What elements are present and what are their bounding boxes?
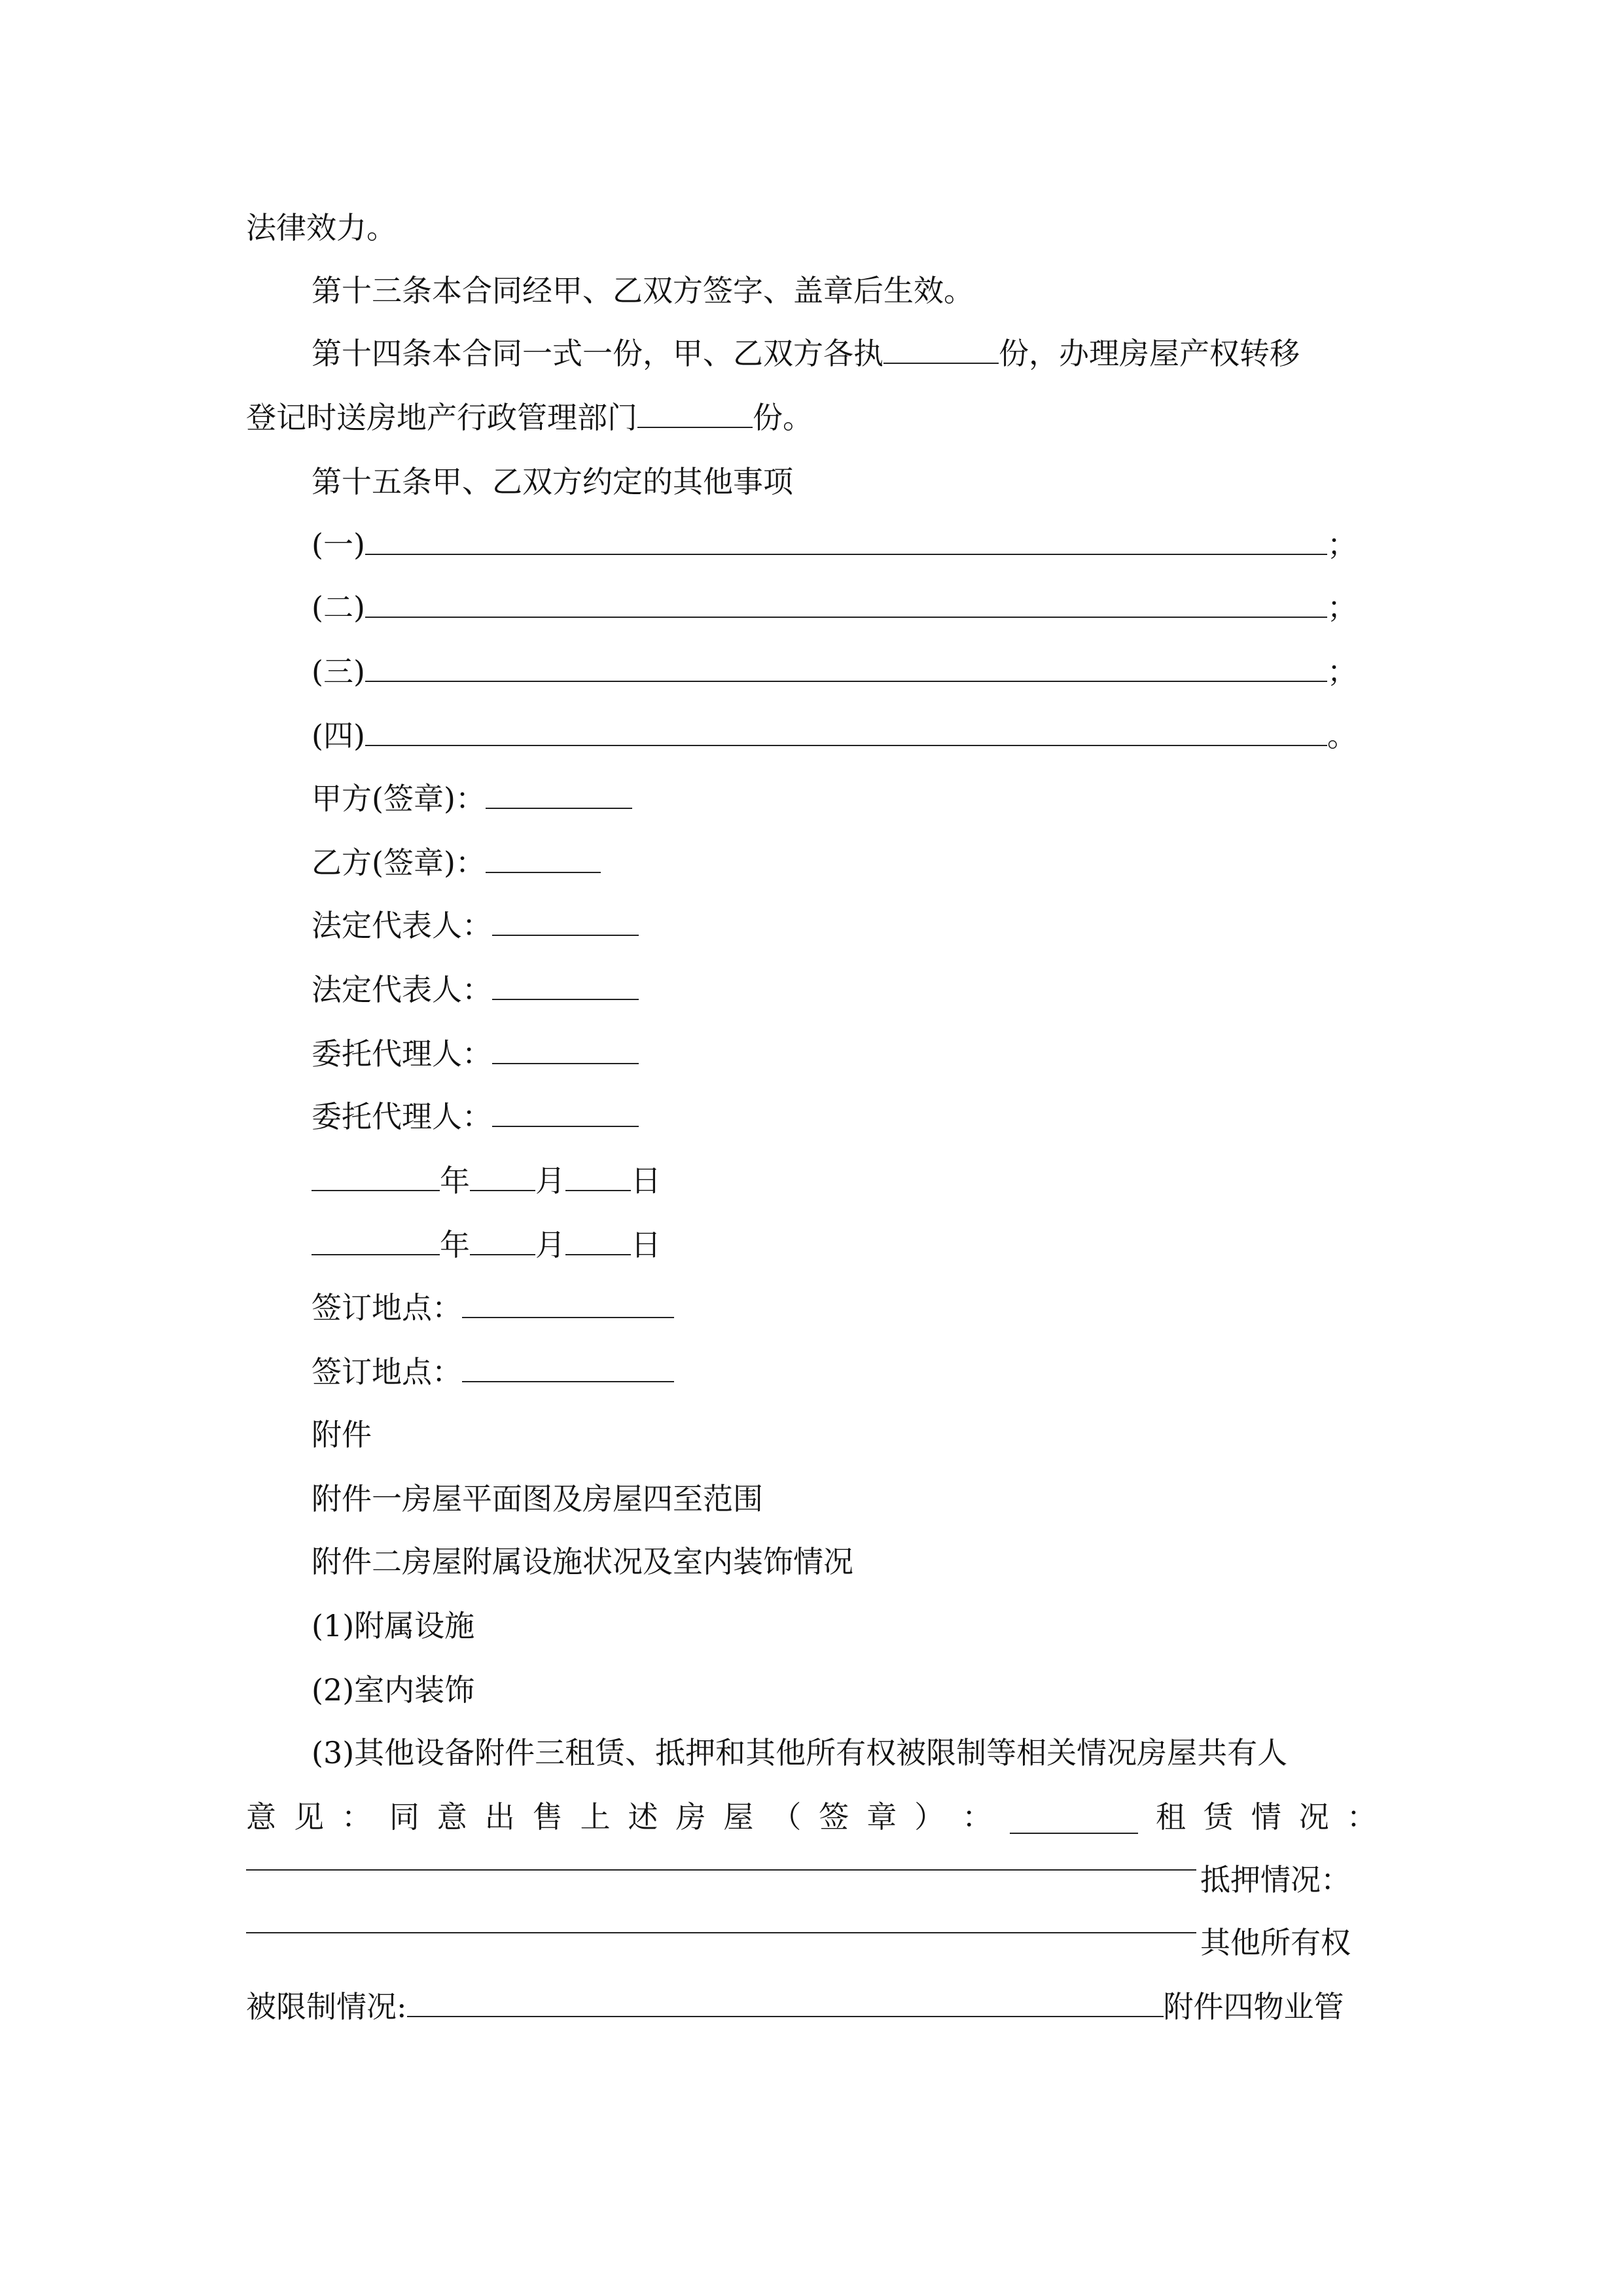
restricted-line [246,1987,1344,2026]
matter-item-3 [312,652,1357,691]
matter-item-4 [312,716,1357,755]
clause-14-line1 [312,334,1300,373]
text-line-legal-effect: 法律效力。 [246,210,397,245]
party-a-field[interactable] [486,779,632,809]
matter-field-1[interactable] [365,525,1327,555]
place-b-field[interactable] [462,1352,674,1382]
opinion-char: 见 [293,1799,324,1835]
matter-label-3: (三) [312,654,365,689]
matter-item-1 [312,525,1357,564]
date-b-day-field[interactable] [565,1225,631,1255]
opinion-char: 售 [532,1799,563,1835]
matter-label-1: (一) [312,527,365,562]
opinion-char: 屋 [723,1799,754,1835]
matter-field-4[interactable] [365,716,1327,746]
restricted-field[interactable] [407,1987,1164,2017]
matter-field-3[interactable] [365,652,1327,682]
agent-a [312,1034,639,1073]
agent-b-field[interactable] [492,1097,639,1127]
restricted-label: 被限制情况: [246,1989,407,2024]
opinion-char: 签 [819,1799,849,1835]
signing-place-a [312,1288,674,1327]
opinion-char: （ [771,1799,802,1835]
agent-b-label: 委托代理人： [312,1099,492,1134]
agent-a-field[interactable] [492,1034,639,1064]
copies-each-field[interactable] [883,334,999,364]
place-b-label: 签订地点： [312,1354,462,1390]
attachment-heading: 附件 [312,1417,372,1452]
day-label: 日 [631,1227,661,1263]
legal-rep-b-label: 法定代表人： [312,972,492,1007]
matter-end-4: 。 [1327,718,1357,753]
opinion-char: 同 [389,1799,419,1835]
attachment-2-sub-2: (2)室内装饰 [312,1672,475,1708]
clause-14-text-d: 份。 [753,400,813,435]
party-b-signature [312,843,601,882]
rental-field[interactable] [246,1869,1196,1871]
legal-rep-b [312,970,639,1009]
matter-label-4: (四) [312,718,365,753]
date-a-month-field[interactable] [470,1161,535,1191]
matter-field-2[interactable] [365,588,1327,618]
party-b-field[interactable] [486,843,601,873]
clause-14-text-b: 份，办理房屋产权转移 [999,336,1300,371]
copies-admin-field[interactable] [637,398,753,428]
clause-15: 第十五条甲、乙双方约定的其他事项 [312,464,793,499]
rent-char: 赁 [1203,1799,1234,1835]
attachment-1: 附件一房屋平面图及房屋四至范围 [312,1481,763,1516]
place-a-label: 签订地点： [312,1290,462,1325]
opinion-char: 出 [484,1799,515,1835]
matter-end-1: ； [1327,527,1357,562]
date-a [312,1161,661,1200]
matter-end-3: ； [1327,654,1357,689]
opinion-char: ： [962,1799,993,1835]
matter-label-2: (二) [312,590,365,625]
date-a-year-field[interactable] [312,1161,440,1191]
co-owner-signature-field[interactable] [1010,1804,1138,1834]
legal-rep-a-field[interactable] [492,906,639,936]
year-label: 年 [440,1163,470,1198]
rent-char: 况 [1298,1799,1329,1835]
opinion-char: 房 [675,1799,706,1835]
attachment-4: 附件四物业管 [1163,1989,1344,2024]
party-b-label: 乙方(签章)： [312,845,486,880]
rent-char: 情 [1251,1799,1281,1835]
clause-14-text-a: 第十四条本合同一式一份，甲、乙双方各执 [312,336,883,371]
matter-item-2 [312,588,1357,627]
year-label: 年 [440,1227,470,1263]
day-label: 日 [631,1163,661,1198]
clause-14-text-c: 登记时送房地产行政管理部门 [246,400,637,435]
rent-char: 租 [1155,1799,1186,1835]
opinion-char: 述 [628,1799,658,1835]
month-label: 月 [535,1163,565,1198]
month-label: 月 [535,1227,565,1263]
matter-end-2: ； [1327,590,1357,625]
attachment-2-sub-3: (3)其他设备附件三租赁、抵押和其他所有权被限制等相关情况房屋共有人 [312,1735,1288,1770]
mortgage-label: 抵押情况： [1200,1862,1351,1897]
legal-rep-b-field[interactable] [492,970,639,1000]
opinion-char: 意 [246,1799,276,1835]
opinion-char: 上 [580,1799,611,1835]
rent-char: ： [1346,1799,1377,1835]
attachment-2-sub-1: (1)附属设施 [312,1608,475,1643]
agent-a-label: 委托代理人： [312,1036,492,1071]
date-b-year-field[interactable] [312,1225,440,1255]
opinion-char: ： [341,1799,372,1835]
attachment-2: 附件二房屋附属设施状况及室内装饰情况 [312,1544,853,1579]
date-b [312,1225,661,1265]
other-rights-label: 其他所有权 [1200,1925,1351,1960]
clause-13: 第十三条本合同经甲、乙双方签字、盖章后生效。 [312,273,974,308]
agent-b [312,1097,639,1136]
signing-place-b [312,1352,674,1391]
date-a-day-field[interactable] [565,1161,631,1191]
legal-rep-a-label: 法定代表人： [312,908,492,943]
party-a-label: 甲方(签章)： [312,781,486,816]
party-a-signature [312,779,632,818]
place-a-field[interactable] [462,1288,674,1318]
legal-rep-a [312,906,639,945]
mortgage-field[interactable] [246,1932,1196,1933]
opinion-char: 意 [437,1799,467,1835]
opinion-char: ） [914,1799,945,1835]
clause-14-line2 [246,398,813,437]
date-b-month-field[interactable] [470,1225,535,1255]
opinion-char: 章 [866,1799,897,1835]
co-owner-opinion-line [246,1797,1377,1837]
